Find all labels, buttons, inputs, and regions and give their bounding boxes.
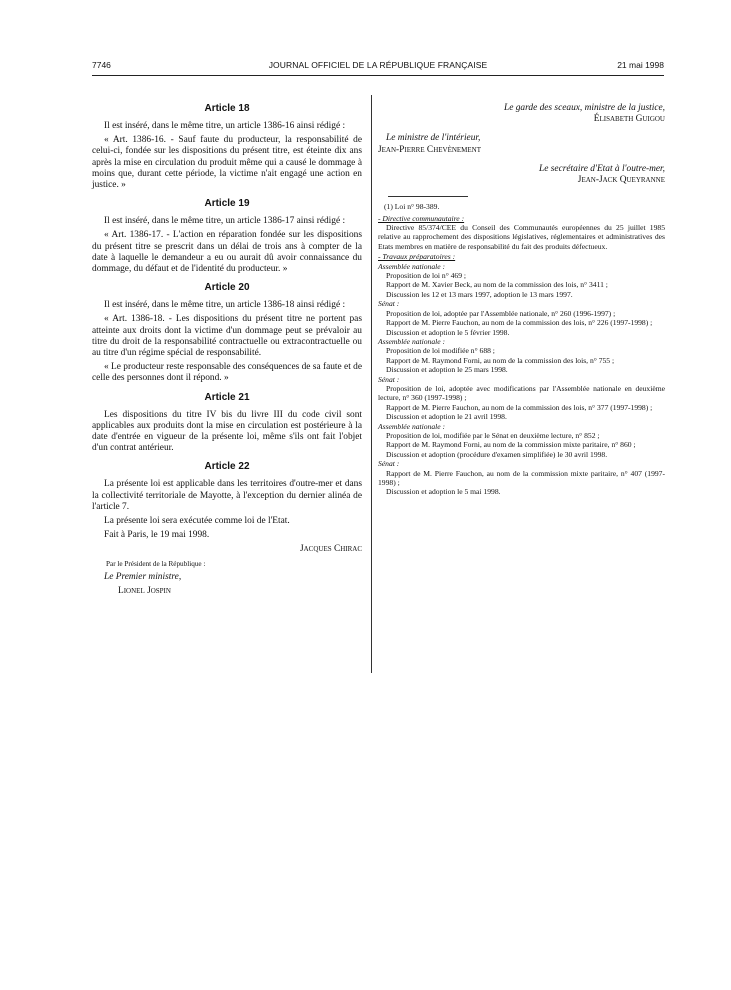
interior-minister-title: Le ministre de l'intérieur, bbox=[386, 133, 481, 144]
article-20-title: Article 20 bbox=[204, 282, 250, 294]
senate-2-line-1: Proposition de loi, adoptée avec modifications par l'Assemblée nationale en deuxième lecture, n° 360 (1997-1998) ; bbox=[378, 383, 665, 403]
article-21-text: Les dispositions du titre IV bis du livre III du code civil sont applicables aux produits dont la mise en circulation est postérieure à la date d'entrée en vigueur de la présente loi, même s'ils ont fait l'objet d'un contrat antérieur. bbox=[92, 409, 362, 454]
article-22-date: Fait à Paris, le 19 mai 1998. bbox=[104, 530, 210, 541]
left-column bbox=[92, 103, 362, 600]
by-president-line: Par le Président de la République : bbox=[106, 559, 206, 568]
article-20-text: « Art. 1386-18. - Les dispositions du présent titre ne portent pas atteinte aux droits dont la victime d'un dommage peut se prévaloir au titre du droit de la responsabilité contractuelle ou extracontractuelle ou au titre d'un régime spécial de responsabilité. bbox=[92, 314, 362, 359]
assembly-heading-1: Assemblée nationale : bbox=[378, 261, 446, 271]
justice-minister-title: Le garde des sceaux, ministre de la justice, bbox=[504, 103, 665, 113]
journal-title: JOURNAL OFFICIEL DE LA RÉPUBLIQUE FRANÇAISE bbox=[268, 60, 488, 70]
article-22-execution: La présente loi sera exécutée comme loi de l'Etat. bbox=[104, 516, 290, 527]
assembly-heading-3: Assemblée nationale : bbox=[378, 421, 446, 431]
senate-1-line-1: Proposition de loi, adoptée par l'Assemblée nationale, n° 260 (1996-1997) ; bbox=[386, 308, 616, 318]
article-19-text: « Art. 1386-17. - L'action en réparation fondée sur les dispositions du présent titre se prescrit dans un délai de trois ans à compter de la date à laquelle le demandeur a eu ou aurait dû avoir connaissance du dommage, du défaut et de l'identité du producteur. » bbox=[92, 230, 362, 275]
prime-minister-title: Le Premier ministre, bbox=[104, 571, 182, 582]
justice-minister-signature bbox=[378, 103, 665, 125]
senate-heading-2: Sénat : bbox=[378, 374, 400, 384]
assembly-2-line-2: Rapport de M. Raymond Forni, au nom de la commission des lois, n° 755 ; bbox=[386, 355, 615, 365]
travaux-heading: - Travaux préparatoires : bbox=[378, 252, 456, 262]
article-18-title: Article 18 bbox=[204, 103, 250, 114]
senate-1-line-2: Rapport de M. Pierre Fauchon, au nom de la commission des lois, n° 226 (1997-1998) ; bbox=[386, 318, 653, 328]
directive-heading: - Directive communautaire : bbox=[378, 213, 465, 223]
overseas-secretary-signature bbox=[378, 164, 665, 186]
law-number: (1) Loi n° 98-389. bbox=[384, 202, 440, 212]
article-21-title: Article 21 bbox=[204, 391, 250, 403]
article-19-intro: Il est inséré, dans le même titre, un article 1386-17 ainsi rédigé : bbox=[104, 216, 346, 227]
header-rule bbox=[92, 75, 664, 76]
assembly-3-line-2: Rapport de M. Raymond Forni, au nom de la commission mixte paritaire, n° 860 ; bbox=[386, 440, 636, 450]
senate-3-line-1: Rapport de M. Pierre Fauchon, au nom de la commission mixte paritaire, n° 407 (1997-1998) ; bbox=[378, 468, 665, 487]
overseas-secretary-name: Jean-Jack Queyranne bbox=[577, 175, 665, 186]
overseas-secretary-title: Le secrétaire d'Etat à l'outre-mer, bbox=[539, 163, 665, 174]
assembly-3-line-1: Proposition de loi, modifiée par le Sénat en deuxième lecture, n° 852 ; bbox=[386, 430, 600, 440]
assembly-2-line-3: Discussion et adoption le 25 mars 1998. bbox=[386, 365, 508, 375]
page-number: 7746 bbox=[92, 60, 111, 70]
senate-2-line-2: Rapport de M. Pierre Fauchon, au nom de la commission des lois, n° 377 (1997-1998) ; bbox=[386, 402, 653, 412]
senate-2-line-3: Discussion et adoption le 21 avril 1998. bbox=[386, 412, 507, 422]
directive-text: Directive 85/374/CEE du Conseil des Communautés européennes du 25 juillet 1985 relative au rapprochement des dispositions législatives, réglementaires et administratives des Etats membres en matière de responsabilité du fait des produits défectueux. bbox=[378, 223, 665, 251]
article-22-text: La présente loi est applicable dans les territoires d'outre-mer et dans la collectivité territoriale de Mayotte, à l'exception du dernier alinéa de l'article 7. bbox=[92, 479, 362, 512]
interior-minister-signature bbox=[378, 133, 665, 155]
justice-minister-name: Élisabeth Guigou bbox=[593, 114, 665, 125]
assembly-1-line-1: Proposition de loi n° 469 ; bbox=[386, 271, 467, 281]
senate-heading-1: Sénat : bbox=[378, 299, 400, 309]
article-18-text: « Art. 1386-16. - Sauf faute du producteur, la responsabilité de celui-ci, fondée sur les dispositions du présent titre, est éteinte dix ans après la mise en circulation du produit même qui a causé le dommage à moins que, durant cette période, la victime n'ait engagé une action en justice. » bbox=[92, 135, 362, 191]
assembly-3-line-3: Discussion et adoption (procédure d'examen simplifiée) le 30 avril 1998. bbox=[386, 449, 608, 459]
assembly-1-line-3: Discussion les 12 et 13 mars 1997, adoption le 13 mars 1997. bbox=[386, 289, 573, 299]
right-column bbox=[378, 103, 665, 497]
page-header bbox=[92, 60, 664, 74]
president-signature: Jacques Chirac bbox=[299, 544, 362, 555]
article-20-text-2: « Le producteur reste responsable des conséquences de sa faute et de celle des personnes dont il répond. » bbox=[92, 362, 362, 384]
senate-3-line-2: Discussion et adoption le 5 mai 1998. bbox=[386, 487, 501, 497]
assembly-heading-2: Assemblée nationale : bbox=[378, 336, 446, 346]
assembly-2-line-1: Proposition de loi modifiée n° 688 ; bbox=[386, 346, 495, 356]
prime-minister-name: Lionel Jospin bbox=[118, 586, 171, 597]
issue-date: 21 mai 1998 bbox=[617, 60, 664, 70]
footnote-rule bbox=[388, 196, 468, 197]
article-19-title: Article 19 bbox=[204, 198, 250, 210]
article-22-title: Article 22 bbox=[204, 461, 250, 473]
interior-minister-name: Jean-Pierre Chevènement bbox=[378, 144, 482, 155]
footnotes bbox=[378, 202, 665, 497]
senate-heading-3: Sénat : bbox=[378, 459, 400, 469]
senate-1-line-3: Discussion et adoption le 5 février 1998. bbox=[386, 327, 510, 337]
article-20-intro: Il est inséré, dans le même titre, un article 1386-18 ainsi rédigé : bbox=[104, 300, 346, 311]
article-18-intro: Il est inséré, dans le même titre, un article 1386-16 ainsi rédigé : bbox=[104, 121, 346, 131]
column-divider bbox=[371, 95, 372, 673]
assembly-1-line-2: Rapport de M. Xavier Beck, au nom de la commission des lois, n° 3411 ; bbox=[386, 280, 608, 290]
